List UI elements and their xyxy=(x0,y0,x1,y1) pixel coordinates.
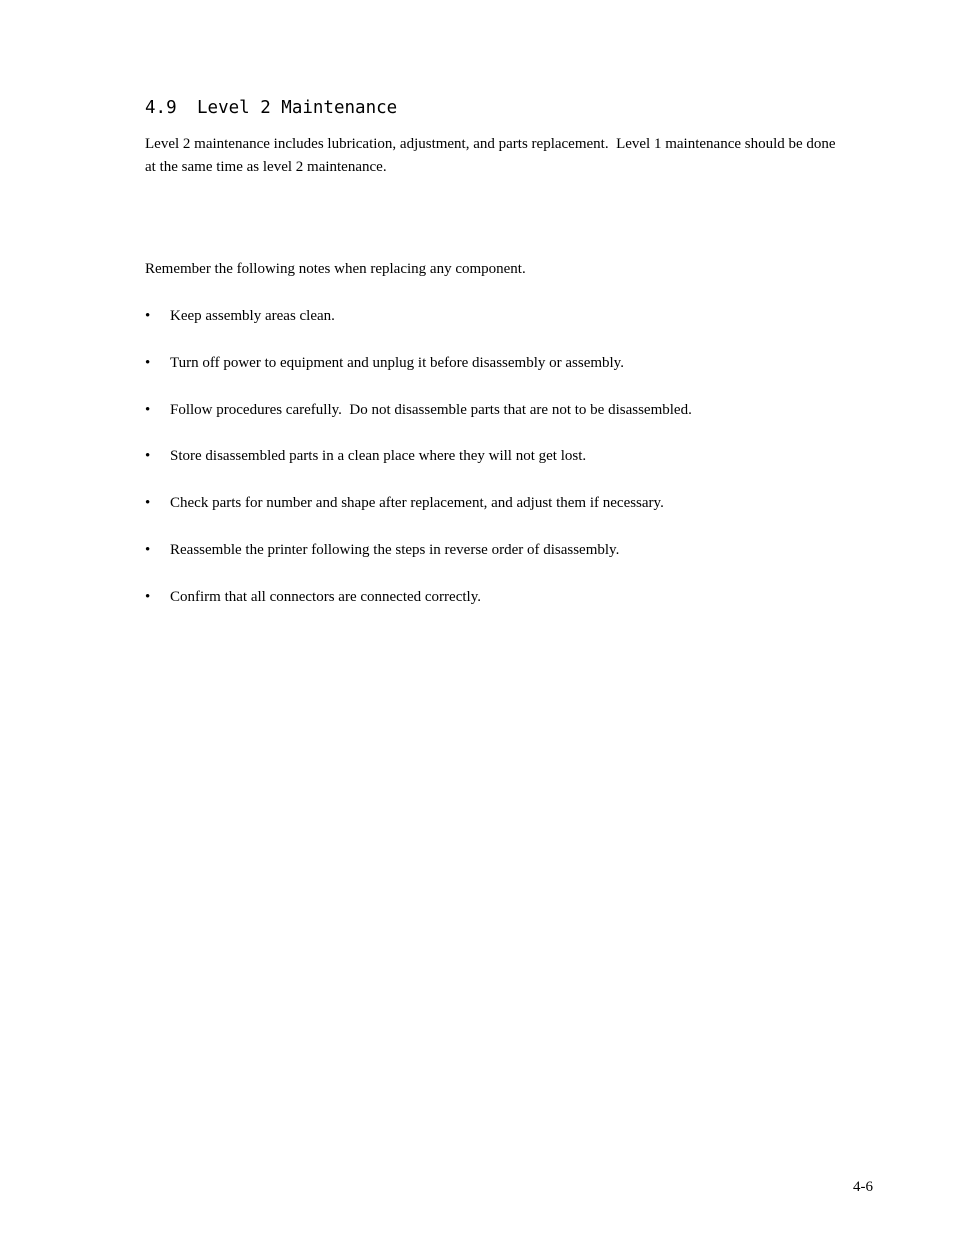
note-text: Check parts for number and shape after replacement, and adjust them if necessary. xyxy=(170,495,664,512)
bullet-icon: • xyxy=(145,308,151,324)
section-heading xyxy=(145,96,397,120)
bullet-icon: • xyxy=(145,541,151,558)
list-item xyxy=(145,539,692,586)
page-number: 4-6 xyxy=(853,1179,873,1195)
note-text: Confirm that all connectors are connected correctly. xyxy=(170,588,481,605)
list-item xyxy=(145,445,692,492)
bullet-icon: • xyxy=(145,495,151,512)
note-text: Keep assembly areas clean. xyxy=(170,308,335,324)
notes-intro: Remember the following notes when replacing any component. xyxy=(145,261,526,277)
note-text: Reassemble the printer following the steps in reverse order of disassembly. xyxy=(170,541,620,558)
note-text: Store disassembled parts in a clean place where they will not get lost. xyxy=(170,448,587,465)
list-item xyxy=(145,305,692,352)
list-item xyxy=(145,352,692,399)
bullet-icon: • xyxy=(145,448,151,465)
note-text: Follow procedures carefully. Do not disassemble parts that are not to be disassembled. xyxy=(170,401,692,418)
bullet-icon: • xyxy=(145,354,151,371)
notes-list xyxy=(145,305,692,633)
list-item xyxy=(145,492,692,539)
list-item xyxy=(145,586,692,633)
intro-paragraph: Level 2 maintenance includes lubrication, adjustment, and parts replacement. Level 1 maintenance should be done at the same time as level 2 maintenance. xyxy=(145,136,840,175)
note-text: Turn off power to equipment and unplug it before disassembly or assembly. xyxy=(170,354,624,371)
list-item xyxy=(145,399,692,446)
section-number: 4.9 xyxy=(145,98,177,118)
bullet-icon: • xyxy=(145,588,151,605)
section-title: Level 2 Maintenance xyxy=(197,98,398,118)
bullet-icon: • xyxy=(145,401,151,418)
